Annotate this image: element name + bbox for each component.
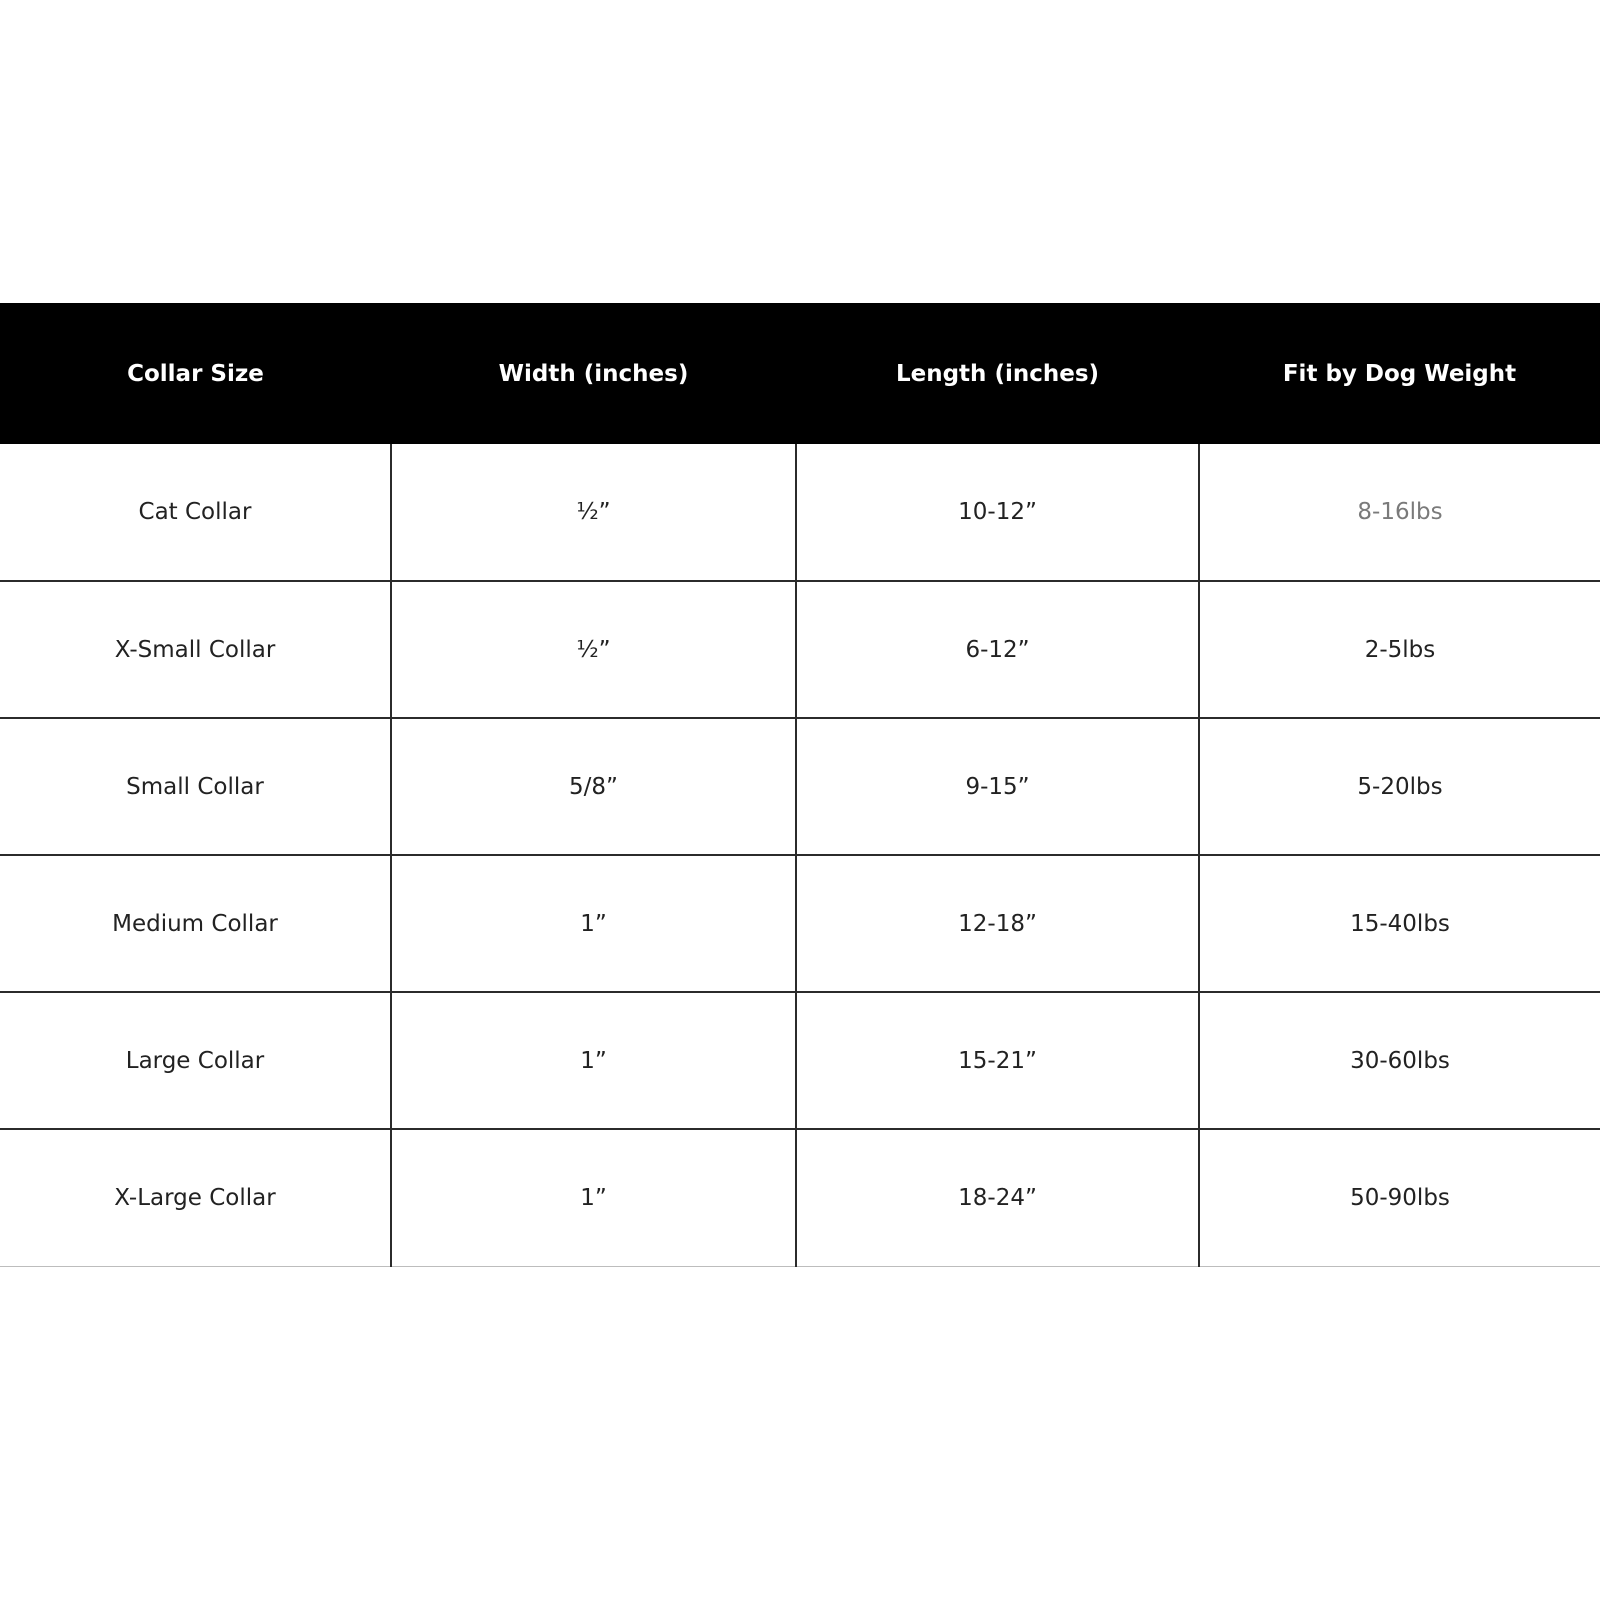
cell-width: 1” — [391, 1129, 796, 1266]
header-width: Width (inches) — [498, 360, 689, 387]
cell-width: 5/8” — [391, 718, 796, 855]
cell-width: 1” — [391, 855, 796, 992]
cell-width: ½” — [391, 581, 796, 718]
header-collar-size: Collar Size — [127, 360, 264, 387]
cell-length: 6-12” — [796, 581, 1199, 718]
cell-weight: 50-90lbs — [1199, 1129, 1600, 1266]
cell-length: 10-12” — [796, 444, 1199, 581]
cell-collar-size: Medium Collar — [0, 855, 391, 992]
cell-length: 15-21” — [796, 992, 1199, 1129]
table-row — [0, 1129, 1600, 1266]
cell-collar-size: X-Small Collar — [0, 581, 391, 718]
cell-weight: 5-20lbs — [1199, 718, 1600, 855]
cell-length: 12-18” — [796, 855, 1199, 992]
cell-width: ½” — [391, 444, 796, 581]
cell-length: 18-24” — [796, 1129, 1199, 1266]
cell-weight: 15-40lbs — [1199, 855, 1600, 992]
header-fit-by-weight: Fit by Dog Weight — [1282, 360, 1517, 387]
table-row — [0, 444, 1600, 581]
table-row — [0, 581, 1600, 718]
cell-collar-size: X-Large Collar — [0, 1129, 391, 1266]
cell-weight: 8-16lbs — [1199, 444, 1600, 581]
table-body — [0, 444, 1600, 1266]
cell-collar-size: Small Collar — [0, 718, 391, 855]
header-length: Length (inches) — [895, 360, 1100, 387]
cell-collar-size: Large Collar — [0, 992, 391, 1129]
cell-collar-size: Cat Collar — [0, 444, 391, 581]
table-row — [0, 855, 1600, 992]
cell-weight: 30-60lbs — [1199, 992, 1600, 1129]
cell-length: 9-15” — [796, 718, 1199, 855]
cell-weight: 2-5lbs — [1199, 581, 1600, 718]
collar-size-table — [0, 303, 1600, 1267]
table-row — [0, 992, 1600, 1129]
cell-width: 1” — [391, 992, 796, 1129]
table-header — [0, 303, 1600, 444]
table-row — [0, 718, 1600, 855]
header-row — [0, 303, 1600, 444]
